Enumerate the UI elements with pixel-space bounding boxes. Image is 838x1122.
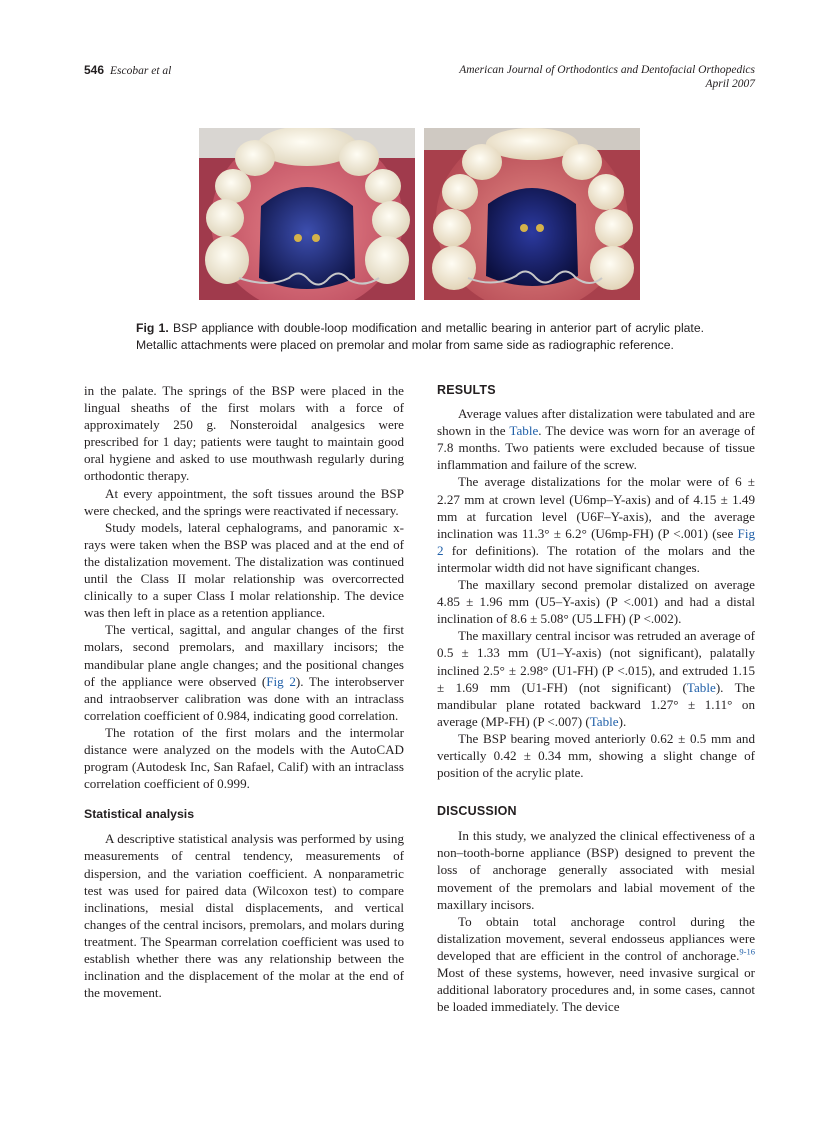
section-heading-statistical-analysis: Statistical analysis — [84, 807, 195, 822]
text-run: The average distalizations for the molar were of 6 ± 2.27 mm at crown level (U6mp–Y-axis) and of 4.15 ± 1.49 mm at furcation level (U6F–Y-axis), and the average inclination was 11.3° ± 6.2° (U6mp-FH) (P <.001) (see — [437, 474, 755, 541]
paragraph — [84, 621, 404, 724]
table-link[interactable]: Table — [686, 679, 716, 695]
fig2-link[interactable]: Fig 2 — [266, 673, 296, 689]
text-run: . The device was worn for an average of 7.8 months. Two patients were excluded because of tissue inflammation and failure of the screw. — [437, 423, 755, 473]
running-header-right — [459, 63, 755, 91]
left-column — [84, 382, 404, 1001]
right-column — [437, 382, 755, 1015]
figure-photo-right — [424, 128, 640, 300]
table-link[interactable]: Table — [509, 423, 539, 439]
figure-caption — [136, 320, 704, 353]
text-run: ). The interobserver and intraobserver calibration was done with an intraclass correlation coefficient of 0.984, indicating good correlation. — [84, 673, 404, 723]
figure-label: Fig 1. — [136, 321, 169, 335]
text-run: ). The mandibular plane rotated backward 1.27° ± 1.11° on average (MP-FH) (P <.007) ( — [437, 679, 755, 729]
paragraph — [437, 473, 755, 576]
paragraph — [437, 913, 755, 1016]
journal-title: American Journal of Orthodontics and Dentofacial Orthopedics — [459, 64, 755, 76]
citation-ref[interactable]: 9-16 — [739, 946, 755, 957]
page-number: 546 — [84, 63, 105, 77]
paragraph: The maxillary second premolar distalized on average 4.85 ± 1.96 mm (U5–Y-axis) (P <.001) and had a distal inclination of 8.6 ± 5.08° (U5⊥FH) (P <.002). — [437, 577, 755, 627]
text-run: Average values after distalization were tabulated and are shown in the — [437, 406, 755, 439]
paragraph: The BSP bearing moved anteriorly 0.62 ± 0.5 mm and vertically 0.42 ± 0.34 mm, showing a slight change of position of the acrylic plate. — [437, 730, 755, 781]
paragraph: At every appointment, the soft tissues around the BSP were checked, and the springs were reactivated if necessary. — [84, 485, 404, 518]
paragraph — [437, 627, 755, 730]
section-heading-discussion: DISCUSSION — [437, 804, 517, 819]
paragraph — [437, 405, 755, 473]
fig2-link[interactable]: Fig 2 — [437, 525, 755, 558]
paragraph: The rotation of the first molars and the intermolar distance were analyzed on the models with the AutoCAD program (Autodesk Inc, San Rafael, Calif) with an intraclass correlation coefficient of 0.999. — [84, 724, 404, 792]
text-run: for definitions). The rotation of the molars and the intermolar width did not have significant changes. — [437, 542, 755, 575]
table-link[interactable]: Table — [589, 713, 619, 729]
section-heading-results: RESULTS — [437, 383, 496, 397]
running-authors: Escobar et al — [110, 65, 172, 77]
issue-date: April 2007 — [705, 78, 755, 90]
paragraph: in the palate. The springs of the BSP were placed in the lingual sheaths of the first molars with a force of approximately 250 g. Nonsteroidal analgesics were prescribed for 1 day; patients were taught to maintain good oral hygiene and asked to use mouthwash regularly during orthodontic therapy. — [84, 383, 404, 484]
running-header-left — [84, 63, 171, 77]
figure-photo-left — [199, 128, 415, 300]
paragraph: A descriptive statistical analysis was performed by using measurements of central tendency, measurements of dispersion, and the variation coefficient. A nonparametric test was used for paired data (Wilcoxon test) to compare inclinations, mesial distal displacements, and vertical changes of the central incisors, premolars, and molars during treatment. The Spearman correlation coefficient was used to establish whether there was any relationship between the inclination and the displacement of the molar at the end of the movement. — [84, 831, 404, 1001]
paragraph: In this study, we analyzed the clinical effectiveness of a non–tooth-borne appliance (BSP) designed to prevent the loss of anchorage generally associated with mesial movement of the premolars and labial movement of the maxillary incisors. — [437, 828, 755, 912]
figure-caption-text: BSP appliance with double-loop modification and metallic bearing in anterior part of acrylic plate. Metallic attachments were placed on premolar and molar from same side as radiographic reference. — [136, 321, 704, 352]
text-run: The maxillary central incisor was retruded an average of 0.5 ± 1.33 mm (U1–Y-axis) (not significant), palatally inclined 2.5° ± 2.98° (U1-FH) (P <.015), and extruded 1.15 ± 1.69 mm (U1-FH) (not significant) ( — [437, 628, 755, 695]
paragraph: Study models, lateral cephalograms, and panoramic x-rays were taken when the BSP was placed and at the end of the distalization movement. The distalization was continued until the Class II molar relationship was overcorrected clinically to a super Class I molar relationship. The device was then left in place as a retention appliance. — [84, 519, 404, 621]
text-run: ). — [618, 713, 627, 729]
text-run: Most of these systems, however, need invasive surgical or additional laboratory procedures and, in some cases, cannot be loaded immediately. The device — [437, 965, 755, 1015]
text-run: The vertical, sagittal, and angular changes of the first molars, second premolars, and maxillary incisors; the mandibular plane angle changes; and the positional changes of the appliance were observed ( — [84, 622, 404, 689]
text-run: To obtain total anchorage control during the distalization movement, several endosseus appliances were developed that are efficient in the control of anchorage. — [437, 913, 755, 963]
